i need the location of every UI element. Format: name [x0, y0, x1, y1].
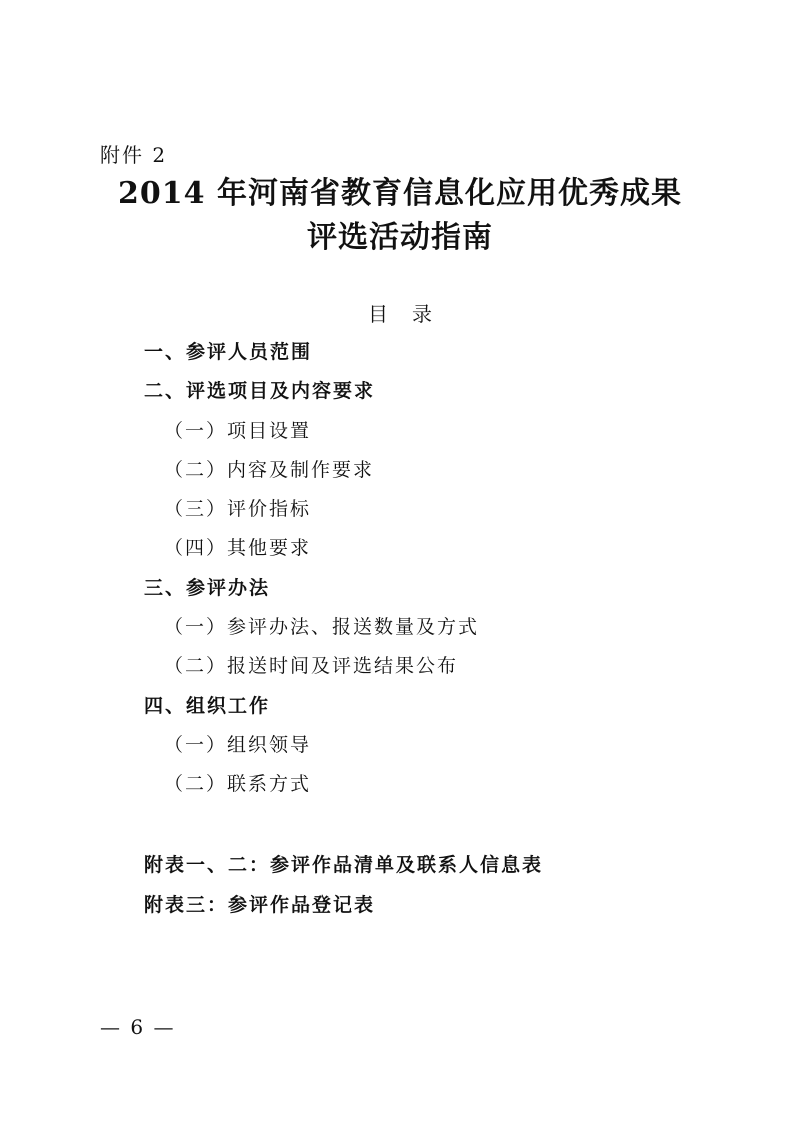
document-title-line1: 2014 年河南省教育信息化应用优秀成果	[118, 176, 682, 211]
attachment-label: 附件 2	[100, 143, 168, 167]
toc-section-item: 四、组织工作	[144, 694, 271, 717]
toc-heading: 目录	[368, 302, 456, 326]
document-title-line2: 评选活动指南	[307, 220, 493, 255]
toc-subsection-item: （一）项目设置	[164, 419, 312, 442]
appendix-item-2: 附表三：参评作品登记表	[144, 894, 376, 916]
toc-section-item: 二、评选项目及内容要求	[144, 380, 376, 403]
table-of-contents	[144, 338, 704, 810]
toc-section-item: 三、参评办法	[144, 576, 271, 599]
toc-subsection-item: （三）评价指标	[164, 498, 312, 521]
toc-subsection-item: （四）其他要求	[164, 537, 312, 560]
appendix-item-1: 附表一、二：参评作品清单及联系人信息表	[144, 854, 544, 876]
toc-subsection-item: （一）组织领导	[164, 733, 312, 756]
toc-subsection-item: （二）报送时间及评选结果公布	[164, 655, 459, 678]
toc-subsection-item: （二）内容及制作要求	[164, 458, 375, 481]
page-number: — 6 —	[100, 1015, 176, 1039]
toc-subsection-item: （二）联系方式	[164, 773, 312, 796]
toc-subsection-item: （一）参评办法、报送数量及方式	[164, 616, 480, 639]
toc-section-item: 一、参评人员范围	[144, 341, 313, 363]
